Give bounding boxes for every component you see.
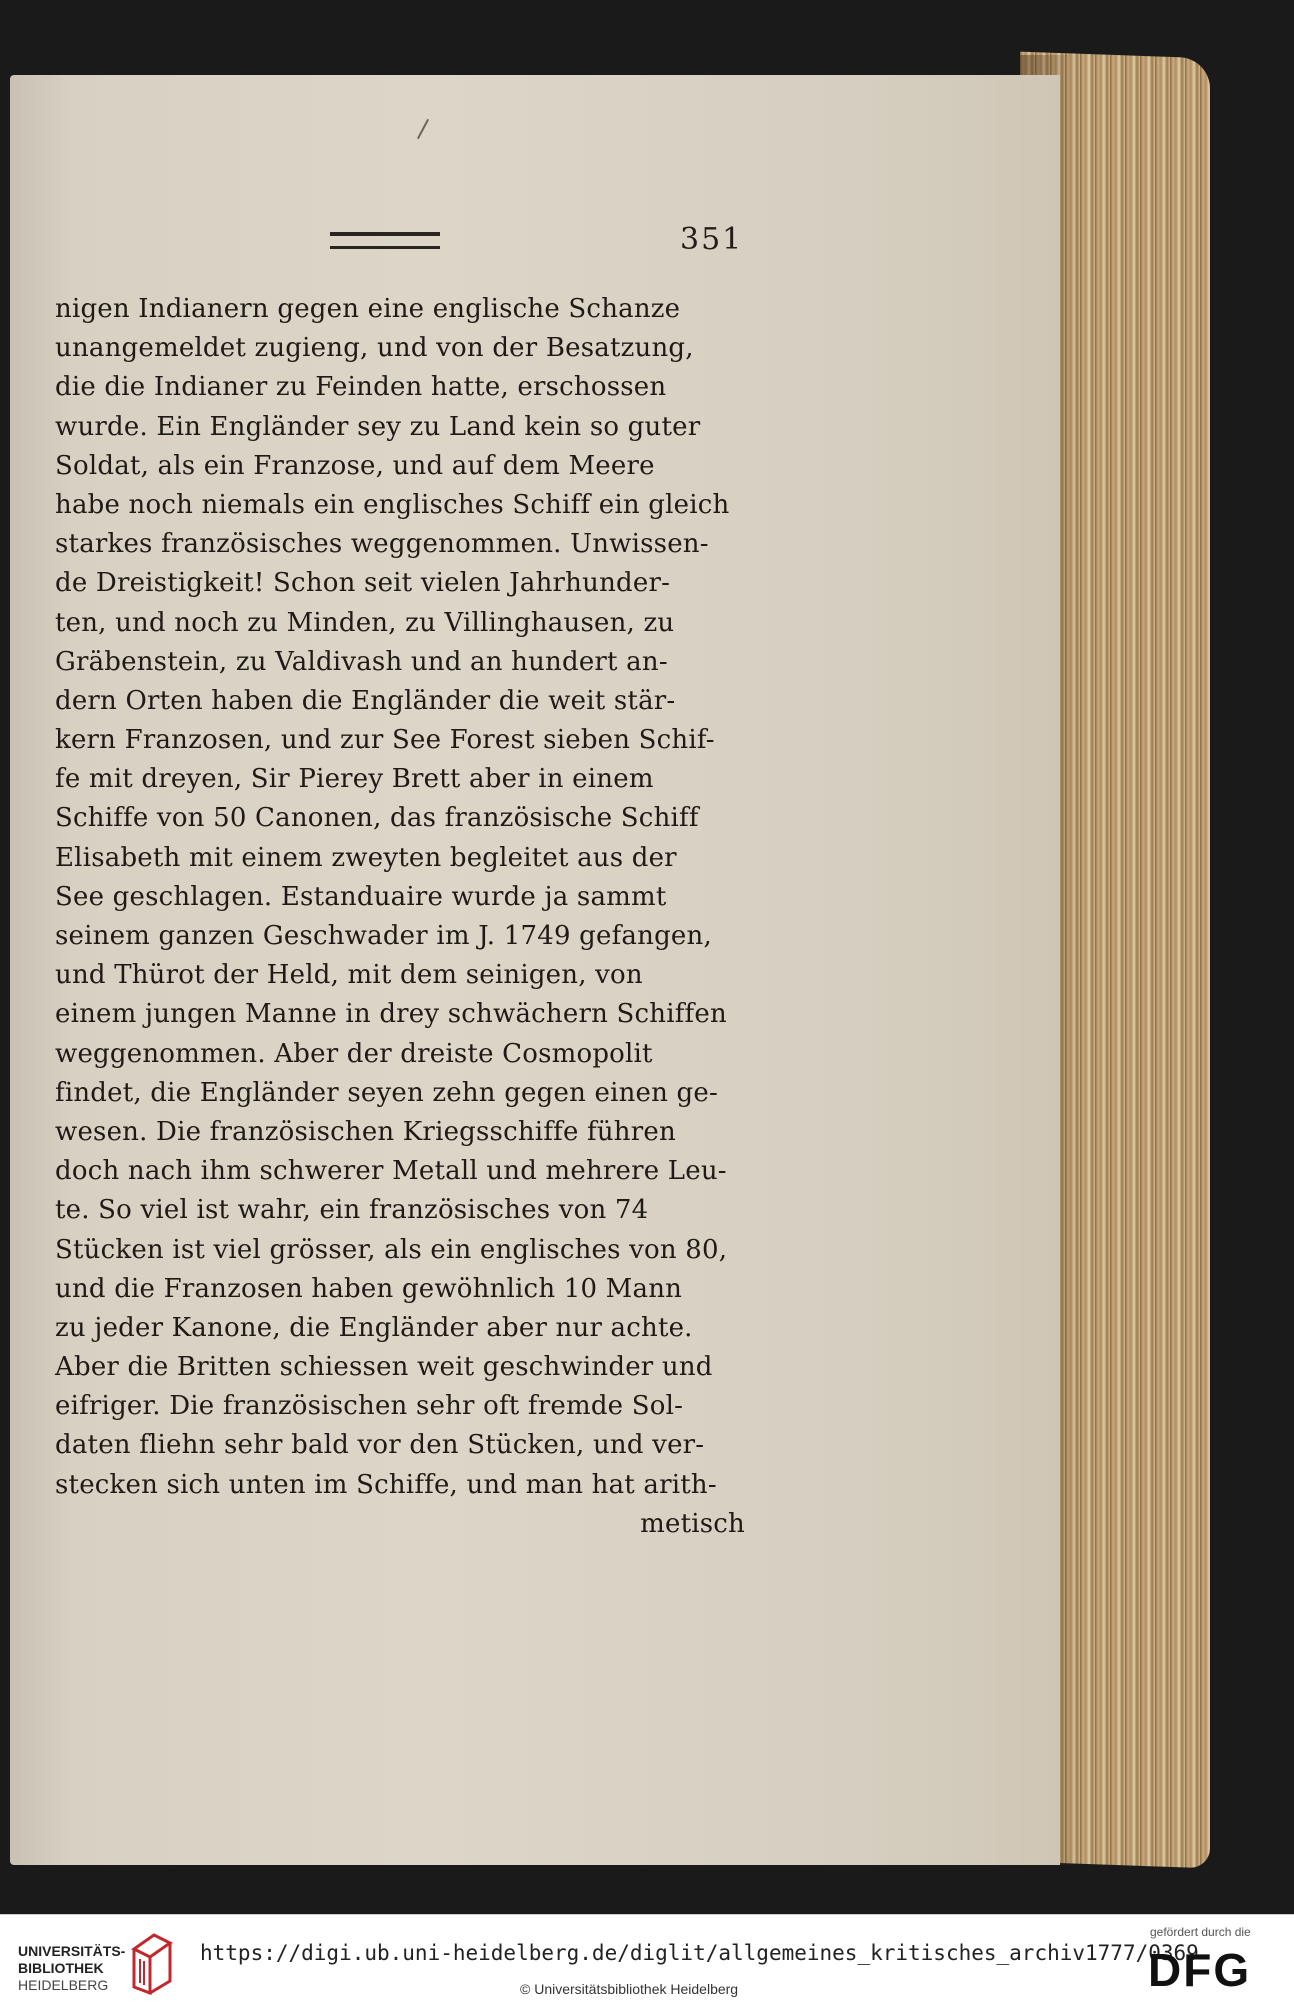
text-line: kern Franzosen, und zur See Forest sieben Schif- [55, 725, 715, 756]
text-line: ten, und noch zu Minden, zu Villinghausen, zu [55, 607, 675, 638]
text-line: Schiffe von 50 Canonen, das französische Schiff [55, 803, 699, 834]
text-line: stecken sich unten im Schiffe, und man hat arith- [55, 1469, 717, 1500]
text-line: seinem ganzen Geschwader im J. 1749 gefangen, [55, 921, 712, 951]
text-line: doch nach ihm schwerer Metall und mehrere Leu- [55, 1156, 727, 1187]
library-name-line: UNIVERSITÄTS- [18, 1943, 126, 1959]
body-text [55, 290, 745, 1544]
text-line: und die Franzosen haben gewöhnlich 10 Mann [55, 1273, 683, 1304]
text-line: und Thürot der Held, mit dem seinigen, von [55, 960, 643, 991]
text-line: Stücken ist viel grösser, als ein englisches von 80, [55, 1234, 728, 1265]
dfg-caption: gefördert durch die [1150, 1925, 1251, 1939]
text-line: einem jungen Manne in drey schwächern Schiffen [55, 999, 727, 1030]
header-rule [330, 232, 440, 249]
library-name-line: HEIDELBERG [18, 1977, 109, 1993]
text-line: fe mit dreyen, Sir Pierey Brett aber in einem [55, 764, 654, 795]
text-line: habe noch niemals ein englisches Schiff ein gleich [55, 489, 730, 520]
text-line: unangemeldet zugieng, und von der Besatzung, [55, 333, 694, 364]
text-line: Gräbenstein, zu Valdivash und an hundert an- [55, 646, 668, 677]
text-line: wurde. Ein Engländer sey zu Land kein so guter [55, 411, 701, 442]
text-line: wesen. Die französischen Kriegsschiffe führen [55, 1116, 676, 1147]
text-line: weggenommen. Aber der dreiste Cosmopolit [55, 1038, 653, 1069]
library-name-line: BIBLIOTHEK [18, 1960, 104, 1976]
copyright-text: © Universitätsbibliothek Heidelberg [520, 1981, 739, 1997]
permalink-url[interactable]: https://digi.ub.uni-heidelberg.de/diglit/allgemeines_kritisches_archiv1777/0369 [200, 1941, 1199, 1965]
text-line: daten fliehn sehr bald vor den Stücken, und ver- [55, 1430, 705, 1461]
text-line: Soldat, als ein Franzose, und auf dem Meere [55, 450, 655, 481]
text-line: zu jeder Kanone, die Engländer aber nur achte. [55, 1312, 693, 1343]
text-line: See geschlagen. Estanduaire wurde ja sammt [55, 881, 667, 912]
catchword: metisch [640, 1508, 745, 1539]
page-number: 351 [680, 222, 744, 257]
text-line: Aber die Britten schiessen weit geschwinder und [55, 1352, 713, 1383]
text-line: findet, die Engländer seyen zehn gegen einen ge- [55, 1077, 718, 1108]
text-line: die die Indianer zu Feinden hatte, erschossen [55, 372, 667, 403]
dfg-logo[interactable]: DFG [1148, 1944, 1252, 1996]
footer [0, 1914, 1294, 2009]
text-line: nigen Indianern gegen eine englische Schanze [55, 294, 681, 324]
text-line: starkes französisches weggenommen. Unwissen- [55, 529, 709, 560]
text-line: eifriger. Die französischen sehr oft fremde Sol- [55, 1391, 684, 1422]
text-line: dern Orten haben die Engländer die weit stär- [55, 685, 676, 716]
text-line: te. So viel ist wahr, ein französisches von 74 [55, 1195, 649, 1226]
library-mark-icon [128, 1929, 176, 1995]
text-line: Elisabeth mit einem zweyten begleitet aus der [55, 842, 677, 873]
text-line: de Dreistigkeit! Schon seit vielen Jahrhunder- [55, 568, 671, 599]
